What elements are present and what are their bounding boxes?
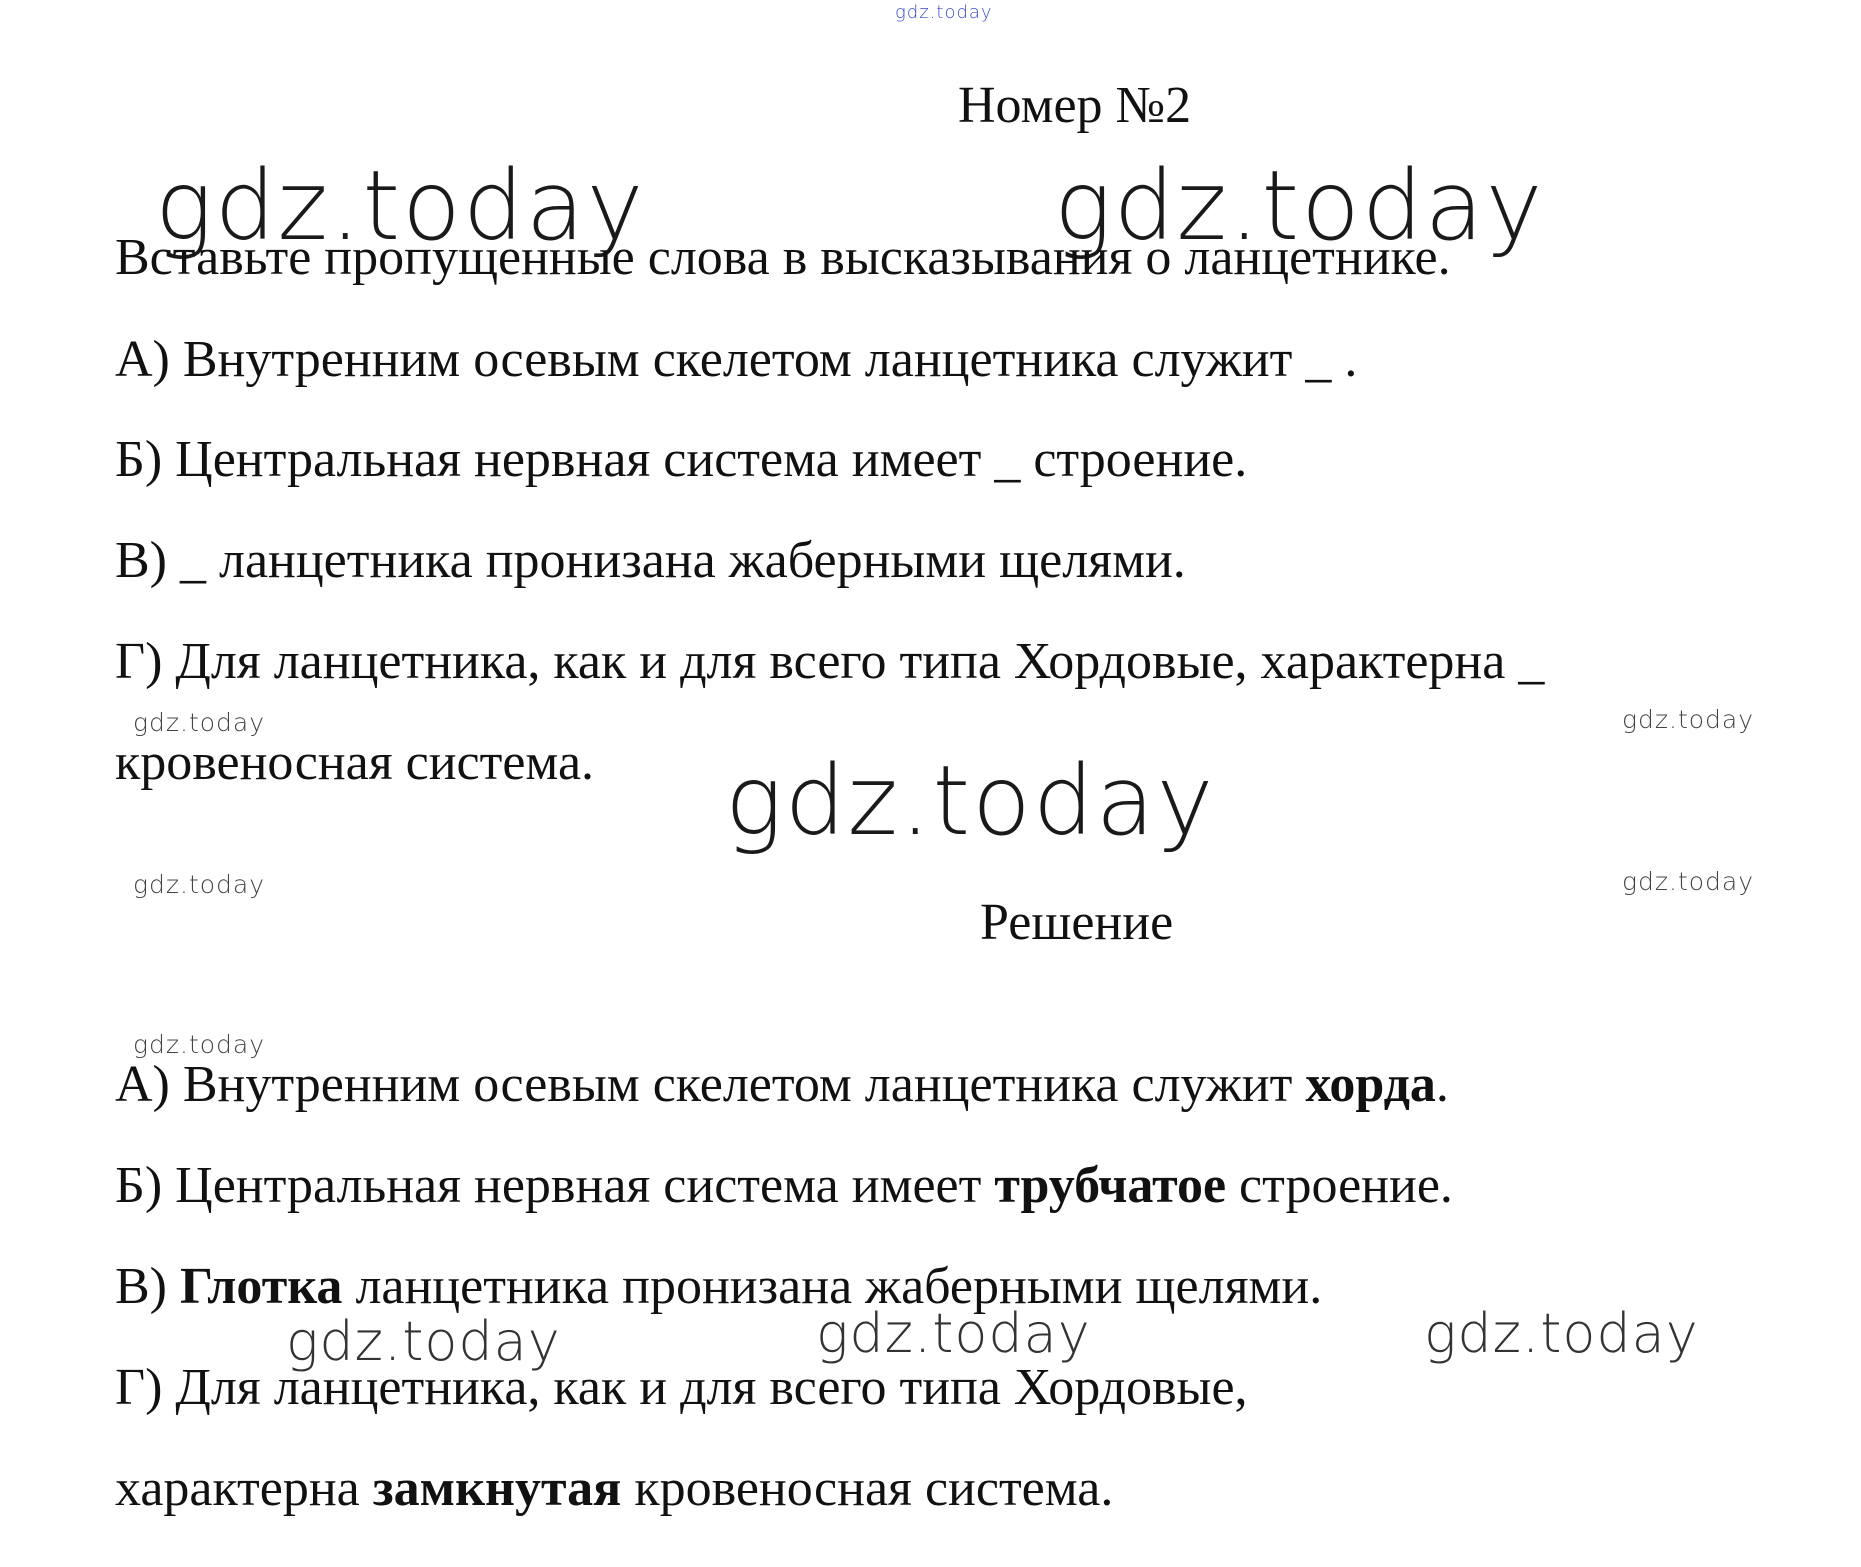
solution-b-text: Б) Центральная нервная система имеет [115,1157,995,1214]
solution-b-answer: трубчатое [994,1157,1227,1214]
solution-g-answer: замкнутая [372,1460,622,1517]
solution-item-b [115,1156,1453,1215]
watermark-small-4: gdz.today [1622,867,1755,896]
watermark-top: gdz.today [895,2,993,23]
task-title: Номер №2 [958,77,1192,134]
solution-g-end: кровеносная система. [621,1460,1114,1517]
task-item-g: Г) Для ланцетника, как и для всего типа Хордовые, характерна _ [115,633,1545,690]
solution-a-text: А) Внутренним осевым скелетом ланцетника служит [115,1056,1306,1113]
solution-v-text: В) [115,1258,180,1315]
watermark-large-1: gdz.today [155,150,646,262]
solution-a-answer: хорда [1305,1056,1436,1113]
solution-item-g: Г) Для ланцетника, как и для всего типа Хордовые, [115,1359,1248,1416]
watermark-large-3: gdz.today [725,745,1216,857]
solution-item-v [115,1257,1322,1316]
watermark-mid-1: gdz.today [286,1310,561,1373]
solution-v-answer: Глотка [180,1258,343,1315]
solution-a-end: . [1435,1056,1449,1113]
solution-item-g-cont [115,1459,1113,1518]
solution-v-end: ланцетника пронизана жаберными щелями. [342,1258,1323,1315]
task-item-g-cont: кровеносная система. [115,734,595,791]
watermark-small-5: gdz.today [133,1030,266,1059]
watermark-mid-2: gdz.today [816,1302,1091,1365]
watermark-small-3: gdz.today [133,870,266,899]
task-question: Вставьте пропущенные слова в высказывания о ланцетнике. [115,229,1451,286]
task-item-v: В) _ ланцетника пронизана жаберными щелями. [115,532,1186,589]
watermark-mid-3: gdz.today [1424,1302,1699,1365]
solution-item-a [115,1055,1449,1114]
watermark-large-2: gdz.today [1054,150,1545,262]
solution-title: Решение [980,894,1174,951]
solution-b-end: строение. [1226,1157,1453,1214]
watermark-small-2: gdz.today [1622,705,1755,734]
task-item-b: Б) Центральная нервная система имеет _ строение. [115,431,1248,488]
watermark-small-1: gdz.today [133,708,266,737]
task-item-a: А) Внутренним осевым скелетом ланцетника служит _ . [115,331,1358,388]
solution-g-text: характерна [115,1460,373,1517]
